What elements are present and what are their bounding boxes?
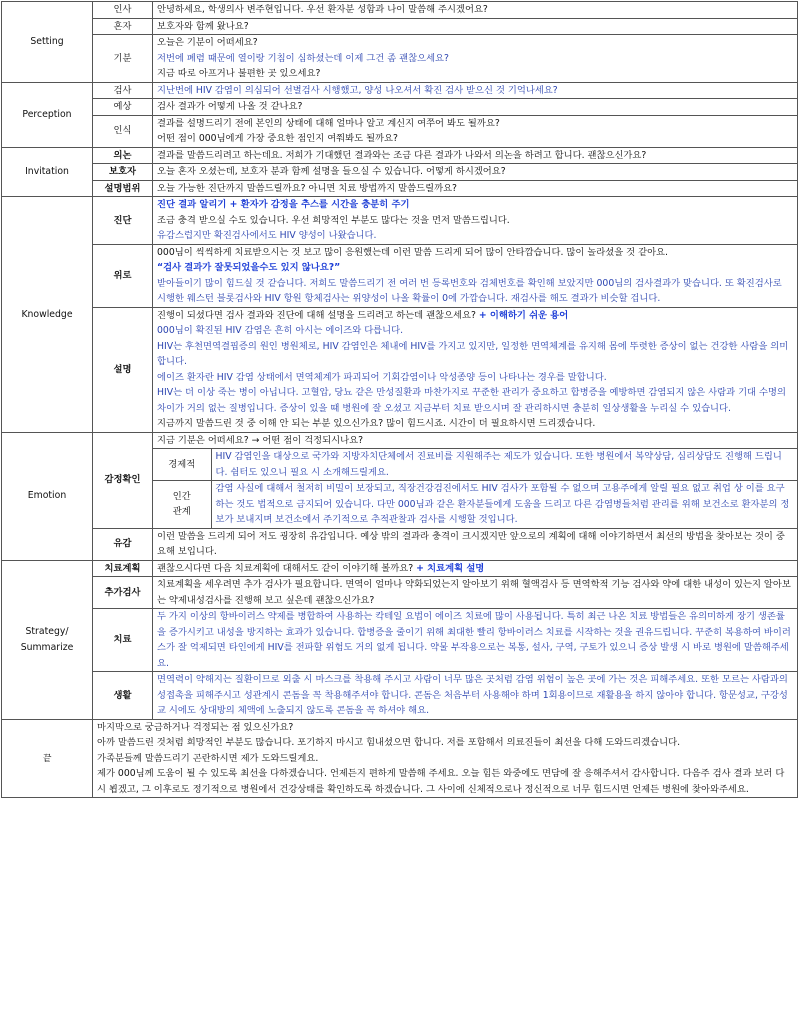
- sub-label-expect: 예상: [93, 99, 153, 116]
- stage-invitation: Invitation: [2, 147, 93, 197]
- content-relation: 감염 사실에 대해서 철저히 비밀이 보장되고, 직장건강검진에서도 HIV 검사가 포함될 수 없으며 고용주에게 알릴 필요 없고 취업 상 이를 요구하는 것도 법적으로 금지되어 있습니다. 다만 000님과 같은 환자분들에게 도움을 드리고 다른 감염병들처럼 관리를 위해 보건소로 환자분의 정보가 보내지며 보건소에서 주기적으로 추적관찰과 검사를 시행할 것입니다.: [215, 483, 790, 525]
- sub-label-scope: 설명범위: [93, 180, 153, 197]
- sub-label-consult: 의논: [93, 147, 153, 164]
- sub-label-mood: 기분: [93, 35, 153, 83]
- sub-label-relation: 인간 관계: [153, 481, 211, 528]
- table-row: [2, 560, 798, 577]
- table-row: [2, 197, 798, 245]
- stage-end: 끝: [2, 719, 93, 798]
- sub-label-treat: 치료: [93, 609, 153, 672]
- table-row: [2, 82, 798, 99]
- table-row: [2, 180, 798, 197]
- table-row: [2, 2, 798, 19]
- content-regret: 이런 말씀을 드리게 되어 저도 굉장히 유감입니다. 예상 밖의 결과라 충격이 크시겠지만 앞으로의 계획에 대해 이야기하면서 최선의 방법을 찾아보는 것이 중요해 보입니다.: [153, 528, 798, 560]
- content-econ: HIV 감염인을 대상으로 국가와 지방자치단체에서 진료비를 지원해주는 제도가 있습니다. 또한 병원에서 복약상담, 심리상담도 진행해 드립니다. 쉼터도 있으니 필요 시 소개해드릴게요.: [211, 449, 797, 481]
- table-row: [153, 449, 797, 481]
- table-row: [2, 528, 798, 560]
- content-aware: 결과를 설명드리기 전에 본인의 상태에 대해 얼마나 알고 계신지 여쭈어 봐도 될까요? 어떤 점이 000님에게 가장 중요한 점인지 여쭤봐도 될까요?: [153, 115, 798, 147]
- stage-strategy: Strategy/ Summarize: [2, 560, 93, 719]
- content-mood: 오늘은 기분이 어떠세요? 저번에 폐렴 때문에 열이랑 기침이 심하셨는데 이제 그건 좀 괜찮으세요? 지금 따로 아프거나 불편한 곳 있으세요?: [153, 35, 798, 83]
- sub-label-intro: 인사: [93, 2, 153, 19]
- emotion-inner-table: [153, 433, 797, 528]
- content-test: 지난번에 HIV 감염이 의심되어 선별검사 시행했고, 양성 나오셔서 확진 검사 받으신 것 기억나세요?: [153, 82, 798, 99]
- content-life: 면역력이 약해지는 질환이므로 외출 시 마스크를 착용해 주시고 사람이 너무 많은 곳처럼 감염 위험이 높은 곳에 가는 것은 피해주세요. 또한 모르는 사람과의 성접촉을 피해주시고 성관계시 콘돔을 꼭 착용해주셔야 합니다. 콘돔은 처음부터 사용해야 하며 1회용이므로 재활용을 하지 않아야 합니다. 항문성교, 구강성교 시에도 상대방의 체액에 노출되지 않도록 콘돔을 꼭 하셔야 해요.: [153, 672, 798, 720]
- table-row: [2, 719, 798, 798]
- sub-label-plan: 치료계획: [93, 560, 153, 577]
- table-row: [2, 18, 798, 35]
- stage-setting: Setting: [2, 2, 93, 83]
- sub-label-regret: 유감: [93, 528, 153, 560]
- content-explain: 진행이 되셨다면 검사 결과와 진단에 대해 설명을 드리려고 하는데 괜찮으세요? + 이해하기 쉬운 용어 000님이 확진된 HIV 감염은 흔히 아시는 에이즈와 다릅니다. HIV는 후천면역결핍증의 원인 병원체로, HIV 감염인은 체내에 HIV를 가지고 있지만, 일정한 면역체계를 유지해 몸에 뚜렷한 증상이 없는 건강한 사람을 의미합니다. 에이즈 환자란 HIV 감염 상태에서 면역체계가 파괴되어 기회감염이나 악성종양 등이 나타나는 경우를 말합니다. HIV는 더 이상 죽는 병이 아닙니다. 고혈압, 당뇨 같은 만성질환과 마찬가지로 꾸준한 관리가 중요하고 합병증을 예방하면 감염되지 않은 사람과 기대 수명의 차이가 거의 없는 질병입니다. 증상이 있을 때 병원에 잘 오셨고 지금부터 치료 받으시며 잘 관리하시면 충분히 일상생활을 누리실 수 있습니다. 지금까지 말씀드린 것 중 이해 안 되는 부분 있으신가요? 많이 힘드시죠. 시간이 더 필요하시면 드리겠습니다.: [153, 307, 798, 432]
- emotion-intro: 지금 기분은 어떠세요? → 어떤 점이 걱정되시나요?: [153, 433, 797, 449]
- table-row: [2, 35, 798, 83]
- sub-label-comfort: 위로: [93, 244, 153, 307]
- table-row: [2, 244, 798, 307]
- sub-label-life: 생활: [93, 672, 153, 720]
- table-row: [2, 609, 798, 672]
- content-comfort: 000님이 씩씩하게 치료받으시는 것 보고 많이 응원했는데 이런 말씀 드리게 되어 많이 안타깝습니다. 많이 놀라셨을 것 같아요. “검사 결과가 잘못되었을수도 있지 않나요?” 받아들이기 많이 힘드실 것 같습니다. 저희도 말씀드리기 전 여러 번 등록번호와 검체번호를 확인해 보았지만 000님의 검사결과가 맞습니다. 또 확진검사로 시행한 웨스턴 블롯검사와 HIV 항원 항체검사는 위양성이 나올 확률이 0에 가깝습니다. 재검사를 해도 결과가 비슷할 겁니다.: [153, 244, 798, 307]
- table-row: [2, 147, 798, 164]
- sub-label-explain: 설명: [93, 307, 153, 432]
- table-row: [2, 672, 798, 720]
- content-guardian: 오늘 혼자 오셨는데, 보호자 분과 함께 설명을 들으실 수 있습니다. 어떻게 하시겠어요?: [153, 164, 798, 181]
- content-plan: 괜찮으시다면 다음 치료계획에 대해서도 같이 이야기해 볼까요? + 치료계획 설명: [153, 560, 798, 577]
- sub-label-econ: 경제적: [153, 449, 211, 481]
- content-treat: 두 가지 이상의 항바이러스 약제를 병합하여 사용하는 칵테일 요법이 에이즈 치료에 많이 사용됩니다. 특히 최근 나온 치료 방법들은 유의미하게 장기 생존률을 증가시키고 내성을 방지하는 효과가 있습니다. 합병증을 줄이기 위해 최대한 빨리 항바이러스 치료를 시작하는 것을 권유드립니다. 꾸준히 복용하여 바이러스가 잘 억제되면 타인에게 HIV를 전파할 위험도 거의 없게 됩니다. 약물 부작용으로는 복통, 설사, 구역, 구토가 있으니 증상 발생 시 바로 병원에 말씀해주세요.: [153, 609, 798, 672]
- content-diagnosis: 진단 결과 알리기 + 환자가 감정을 추스를 시간을 충분히 주기 조금 충격 받으실 수도 있습니다. 우선 희망적인 부분도 많다는 것을 먼저 말씀드립니다. 유감스럽지만 확진검사에서도 HIV 양성이 나왔습니다.: [153, 197, 798, 245]
- table-row: [2, 99, 798, 116]
- stage-knowledge: Knowledge: [2, 197, 93, 433]
- sub-label-guardian: 보호자: [93, 164, 153, 181]
- stage-emotion: Emotion: [2, 432, 93, 560]
- content-expect: 검사 결과가 어떻게 나올 것 같나요?: [153, 99, 798, 116]
- table-row: [2, 164, 798, 181]
- table-row: [2, 307, 798, 432]
- sub-label-aware: 인식: [93, 115, 153, 147]
- content-intro: 안녕하세요, 학생의사 변주현입니다. 우선 환자분 성함과 나이 말씀해 주시겠어요?: [153, 2, 798, 19]
- table-row: [153, 481, 797, 528]
- table-row: [2, 115, 798, 147]
- sub-label-test: 검사: [93, 82, 153, 99]
- content-scope: 오늘 가능한 진단까지 말씀드릴까요? 아니면 치료 방법까지 말씀드릴까요?: [153, 180, 798, 197]
- table-row: [2, 432, 798, 528]
- content-end: 마지막으로 궁금하거나 걱정되는 점 있으신가요? 아까 말씀드린 것처럼 희망적인 부분도 많습니다. 포기하지 마시고 힘내셨으면 합니다. 저를 포함해서 의료진들이 최선을 다해 도와드리겠습니다. 가족분들께 말씀드리기 곤란하시면 제가 도와드릴게요. 제가 000님께 도움이 될 수 있도록 최선을 다하겠습니다. 언제든지 편하게 말씀해 주세요. 오늘 힘든 와중에도 면담에 잘 응해주셔서 감사합니다. 다음주 검사 결과 보러 다시 뵙겠고, 그 이후로도 정기적으로 병원에서 건강상태를 확인하도록 하겠습니다. 그 사이에 신체적으로나 정신적으로 너무 힘드시면 언제든 병원에 찾아와주세요.: [93, 719, 798, 798]
- stage-perception: Perception: [2, 82, 93, 147]
- sub-label-check: 감정확인: [93, 432, 153, 528]
- table-row: [153, 433, 797, 449]
- sub-label-extra: 추가검사: [93, 577, 153, 609]
- content-check: [153, 432, 798, 528]
- content-alone: 보호자와 함께 왔나요?: [153, 18, 798, 35]
- table-row: [2, 577, 798, 609]
- content-consult: 결과를 말씀드리려고 하는데요. 저희가 기대했던 결과와는 조금 다른 결과가 나와서 의논을 하려고 합니다. 괜찮으신가요?: [153, 147, 798, 164]
- spikes-protocol-table: [1, 1, 798, 798]
- content-extra: 치료계획을 세우려면 추가 검사가 필요합니다. 면역이 얼마나 약화되었는지 알아보기 위해 혈액검사 등 면역학적 기능 검사와 약에 대한 내성이 있는지 알아보는 약제내성검사를 진행해 보고 싶은데 괜찮으신가요?: [153, 577, 798, 609]
- sub-label-diagnosis: 진단: [93, 197, 153, 245]
- sub-label-alone: 혼자: [93, 18, 153, 35]
